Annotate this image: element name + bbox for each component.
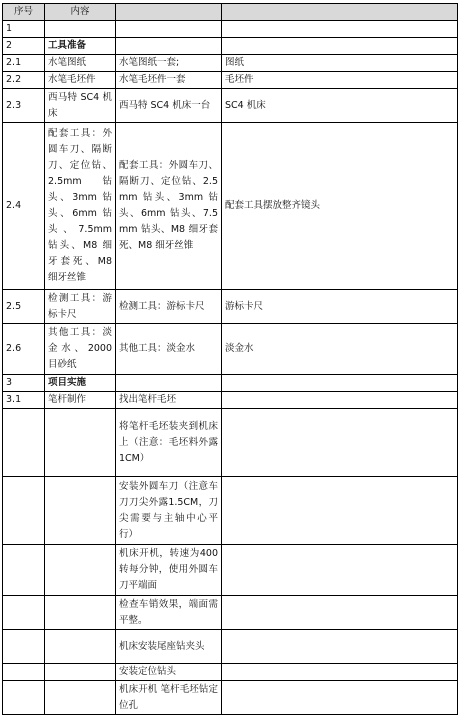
cell-content: 其他工具：淡金水、2000 目砂纸 [45,324,116,375]
cell-seq [3,596,45,630]
cell-detail: 水笔毛坯件一套 [116,72,222,89]
cell-note: 淡金水 [222,324,458,375]
cell-detail: 机床开机 笔杆毛坯钻定位孔 [116,681,222,715]
cell-seq: 2.6 [3,324,45,375]
cell-content [45,664,116,681]
cell-content [45,630,116,664]
table-row [3,89,458,123]
table-row [3,290,458,324]
table-row [3,72,458,89]
cell-note [222,630,458,664]
table-row [3,21,458,38]
cell-detail: 机床安装尾座钻夹头 [116,630,222,664]
header-col3 [116,4,222,21]
cell-detail: 将笔杆毛坯装夹到机床上（注意：毛坯料外露1CM） [116,409,222,477]
cell-seq [3,664,45,681]
table-row [3,55,458,72]
table-row [3,477,458,545]
cell-seq [3,630,45,664]
table-row [3,681,458,715]
cell-seq: 3 [3,375,45,392]
cell-detail: 找出笔杆毛坯 [116,392,222,409]
cell-note [222,664,458,681]
table-row [3,392,458,409]
cell-seq: 1 [3,21,45,38]
cell-note: 游标卡尺 [222,290,458,324]
header-content: 内容 [45,4,116,21]
cell-seq: 3.1 [3,392,45,409]
cell-detail: 西马特 SC4 机床一台 [116,89,222,123]
cell-detail: 其他工具：淡金水 [116,324,222,375]
table-row [3,630,458,664]
table-row [3,38,458,55]
cell-note [222,392,458,409]
cell-detail: 安装外圆车刀（注意车刀刀尖外露1.5CM，刀尖需要与主轴中心平行） [116,477,222,545]
cell-content [45,409,116,477]
cell-detail: 机床开机，转速为400 转每分钟，使用外圆车刀平端面 [116,545,222,596]
cell-note [222,21,458,38]
cell-content: 检测工具：游标卡尺 [45,290,116,324]
cell-note [222,375,458,392]
header-seq: 序号 [3,4,45,21]
cell-detail: 安装定位钻头 [116,664,222,681]
cell-seq [3,545,45,596]
cell-note [222,409,458,477]
cell-content: 西马特 SC4 机床 [45,89,116,123]
cell-seq: 2.1 [3,55,45,72]
cell-content: 配套工具：外圆车刀、隔断刀、定位钻、2.5mm 钻头、3mm 钻头、6mm 钻头、7.5mm 钻头、M8 细牙套死、M8 细牙丝锥 [45,123,116,290]
cell-seq: 2.5 [3,290,45,324]
cell-detail: 检查车销效果，端面需平整。 [116,596,222,630]
cell-detail: 水笔图纸一套; [116,55,222,72]
cell-detail [116,21,222,38]
cell-content: 工具准备 [45,38,116,55]
cell-seq [3,477,45,545]
cell-note [222,596,458,630]
cell-seq [3,409,45,477]
cell-detail: 配套工具：外圆车刀、隔断刀、定位钻、2.5mm 钻头、3mm 钻头、6mm 钻头、7.5mm 钻头、M8 细牙套死、M8 细牙丝锥 [116,123,222,290]
cell-note [222,38,458,55]
cell-content [45,545,116,596]
table-row [3,545,458,596]
cell-content [45,477,116,545]
cell-seq: 2.3 [3,89,45,123]
cell-content [45,596,116,630]
text-cursor [457,123,458,135]
cell-note: 图纸 [222,55,458,72]
header-col4 [222,4,458,21]
table-row [3,324,458,375]
cell-detail [116,375,222,392]
table-row [3,123,458,290]
cell-seq: 2.4 [3,123,45,290]
cell-content: 水笔图纸 [45,55,116,72]
cell-content [45,681,116,715]
cell-seq [3,681,45,715]
cell-content: 水笔毛坯件 [45,72,116,89]
table-row [3,664,458,681]
cell-note: 毛坯件 [222,72,458,89]
cell-note [222,545,458,596]
cell-content: 项目实施 [45,375,116,392]
header-row [3,4,458,21]
table-row [3,596,458,630]
cell-detail [116,38,222,55]
table-row [3,375,458,392]
table-row [3,409,458,477]
procedure-table [2,3,458,715]
cell-seq: 2.2 [3,72,45,89]
cell-content [45,21,116,38]
cell-note [222,681,458,715]
cell-note: 配套工具摆放整齐镜头 [222,123,458,290]
cell-note [222,477,458,545]
cell-seq: 2 [3,38,45,55]
cell-detail: 检测工具：游标卡尺 [116,290,222,324]
cell-content: 笔杆制作 [45,392,116,409]
cell-note: SC4 机床 [222,89,458,123]
